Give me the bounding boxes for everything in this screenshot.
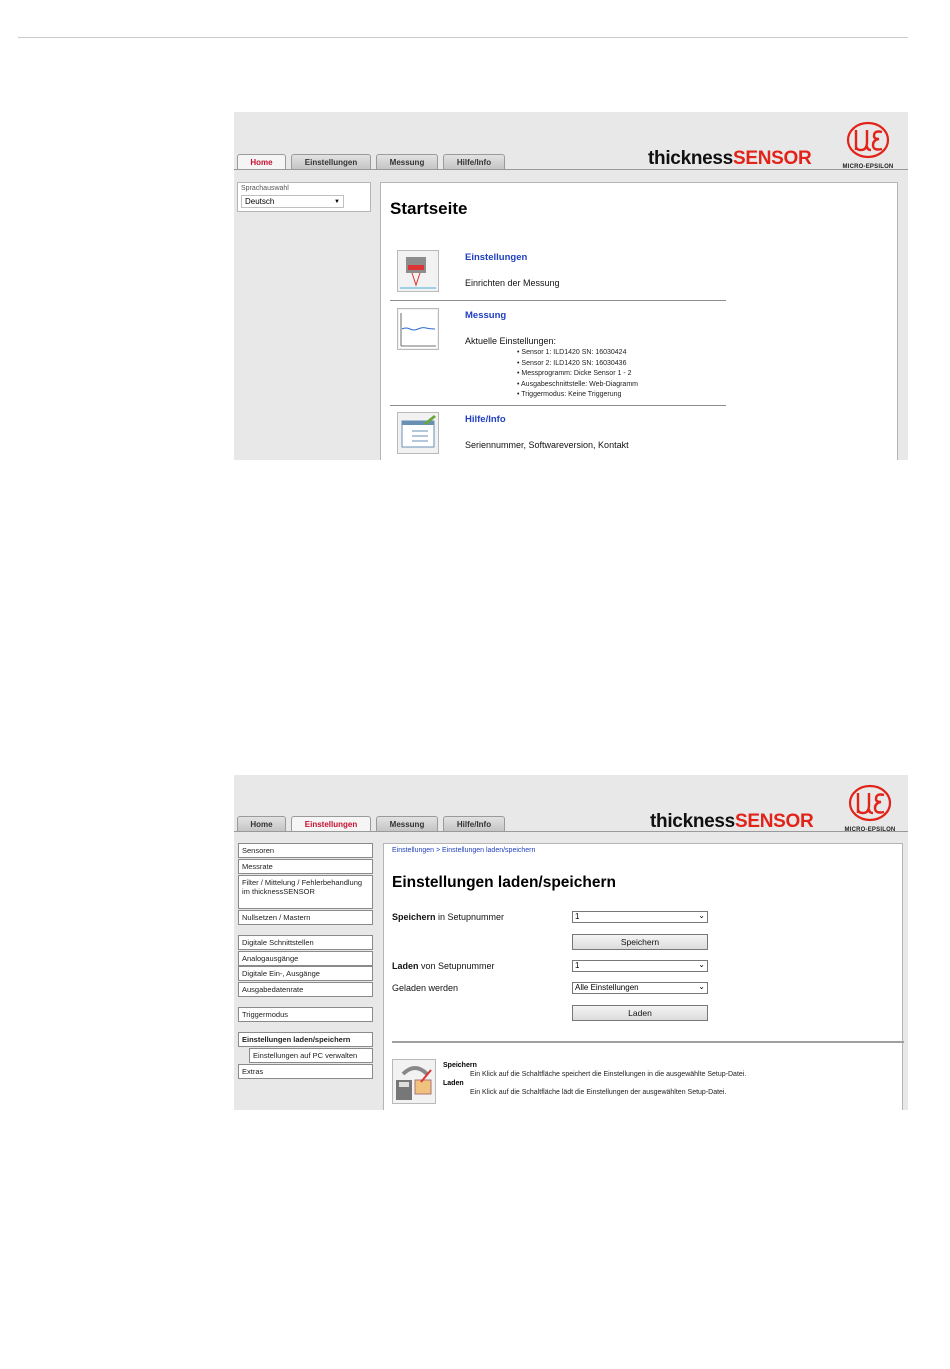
- divider: [390, 405, 726, 406]
- screenshot-einstellungen-laden: [234, 775, 908, 1110]
- sidebar-item-sensoren[interactable]: Sensoren: [238, 843, 373, 858]
- loaded-settings-select[interactable]: Alle Einstellungen ⌄: [572, 982, 708, 994]
- link-hilfe-info[interactable]: Hilfe/Info: [465, 414, 506, 425]
- main-content: [383, 843, 903, 1110]
- tab-messung[interactable]: Messung: [376, 154, 438, 170]
- current-settings-list: [517, 348, 638, 401]
- link-einstellungen[interactable]: Einstellungen: [465, 252, 528, 263]
- sensor-icon[interactable]: [397, 250, 439, 292]
- help-save-title: Speichern: [443, 1062, 477, 1069]
- divider: [392, 1041, 904, 1043]
- language-label: Sprachauswahl: [241, 185, 289, 192]
- sidebar-item-triggermodus[interactable]: Triggermodus: [238, 1007, 373, 1022]
- help-save-text: Ein Klick auf die Schaltfläche speichert die Einstellungen in die ausgewählte Setup-Datei.: [470, 1071, 747, 1078]
- list-item: • Sensor 2: ILD1420 SN: 16030436: [517, 359, 627, 367]
- sidebar-item-digitale-schnittstellen[interactable]: Digitale Schnittstellen: [238, 935, 373, 950]
- sidebar-item-filter[interactable]: Filter / Mittelung / Fehlerbehandlung im thicknessSENSOR: [238, 875, 373, 909]
- micro-epsilon-logo: MICRO-EPSILON: [836, 120, 900, 170]
- chart-icon[interactable]: [397, 308, 439, 350]
- brand-wordmark: thicknessSENSOR: [650, 811, 814, 832]
- language-panel: [237, 182, 371, 212]
- sidebar-item-messrate[interactable]: Messrate: [238, 859, 373, 874]
- save-setup-label: Speichern in Setupnummer: [392, 912, 505, 922]
- help-load-text: Ein Klick auf die Schaltfläche lädt die Einstellungen der ausgewählten Setup-Datei.: [470, 1089, 727, 1096]
- tab-hilfe-info[interactable]: Hilfe/Info: [443, 816, 505, 832]
- loaded-settings-label: Geladen werden: [392, 983, 459, 993]
- tab-einstellungen[interactable]: Einstellungen: [291, 154, 371, 170]
- tab-home[interactable]: Home: [237, 816, 286, 832]
- screenshot-startseite: [234, 112, 908, 460]
- tab-bar: [237, 816, 510, 832]
- language-select[interactable]: Deutsch ▼: [241, 195, 344, 208]
- sidebar-item-nullsetzen[interactable]: Nullsetzen / Mastern: [238, 910, 373, 925]
- breadcrumb[interactable]: Einstellungen > Einstellungen laden/speichern: [392, 847, 536, 854]
- list-item: • Ausgabeschnittstelle: Web-Diagramm: [517, 380, 638, 388]
- entry-desc-hilfe-info: Seriennummer, Softwareversion, Kontakt: [465, 440, 629, 450]
- load-setup-select[interactable]: 1 ⌄: [572, 960, 708, 972]
- entry-desc-messung: Aktuelle Einstellungen:: [465, 336, 557, 346]
- sidebar-item-digitale-ein-ausgaenge[interactable]: Digitale Ein-, Ausgänge: [238, 966, 373, 981]
- list-item: • Sensor 1: ILD1420 SN: 16030424: [517, 349, 627, 356]
- chevron-down-icon: ⌄: [698, 982, 705, 991]
- tab-messung[interactable]: Messung: [376, 816, 438, 832]
- tab-einstellungen[interactable]: Einstellungen: [291, 816, 371, 832]
- chevron-down-icon: ▼: [334, 199, 340, 205]
- sidebar-item-analogausgaenge[interactable]: Analogausgänge: [238, 951, 373, 966]
- save-setup-select[interactable]: 1 ⌄: [572, 911, 708, 923]
- page-header-rule: [18, 37, 908, 38]
- sidebar-item-einstellungen-pc-verwalten[interactable]: Einstellungen auf PC verwalten: [249, 1048, 373, 1063]
- link-messung[interactable]: Messung: [465, 310, 507, 321]
- page-title: Startseite: [390, 199, 468, 218]
- load-setup-label: Laden von Setupnummer: [392, 961, 495, 971]
- sidebar-item-extras[interactable]: Extras: [238, 1064, 373, 1079]
- tab-hilfe-info[interactable]: Hilfe/Info: [443, 154, 505, 170]
- main-content: [380, 182, 898, 460]
- list-item: • Messprogramm: Dicke Sensor 1 - 2: [517, 370, 632, 377]
- help-load-title: Laden: [443, 1080, 464, 1087]
- divider: [390, 300, 726, 301]
- tab-home[interactable]: Home: [237, 154, 286, 170]
- entry-desc-einstellungen: Einrichten der Messung: [465, 278, 560, 288]
- load-button[interactable]: Laden: [572, 1005, 708, 1021]
- micro-epsilon-logo: MICRO-EPSILON: [838, 783, 902, 833]
- list-item: • Triggermodus: Keine Triggerung: [517, 391, 622, 398]
- sidebar-item-ausgabedatenrate[interactable]: Ausgabedatenrate: [238, 982, 373, 997]
- chevron-down-icon: ⌄: [698, 911, 705, 920]
- brand-wordmark: thicknessSENSOR: [648, 148, 812, 169]
- info-document-icon[interactable]: [397, 412, 439, 454]
- chevron-down-icon: ⌄: [698, 960, 705, 969]
- tab-bar: [237, 154, 510, 170]
- save-load-icon: [392, 1059, 436, 1104]
- sidebar-item-einstellungen-laden-speichern[interactable]: Einstellungen laden/speichern: [238, 1032, 373, 1047]
- save-button[interactable]: Speichern: [572, 934, 708, 950]
- page-title: Einstellungen laden/speichern: [392, 874, 616, 891]
